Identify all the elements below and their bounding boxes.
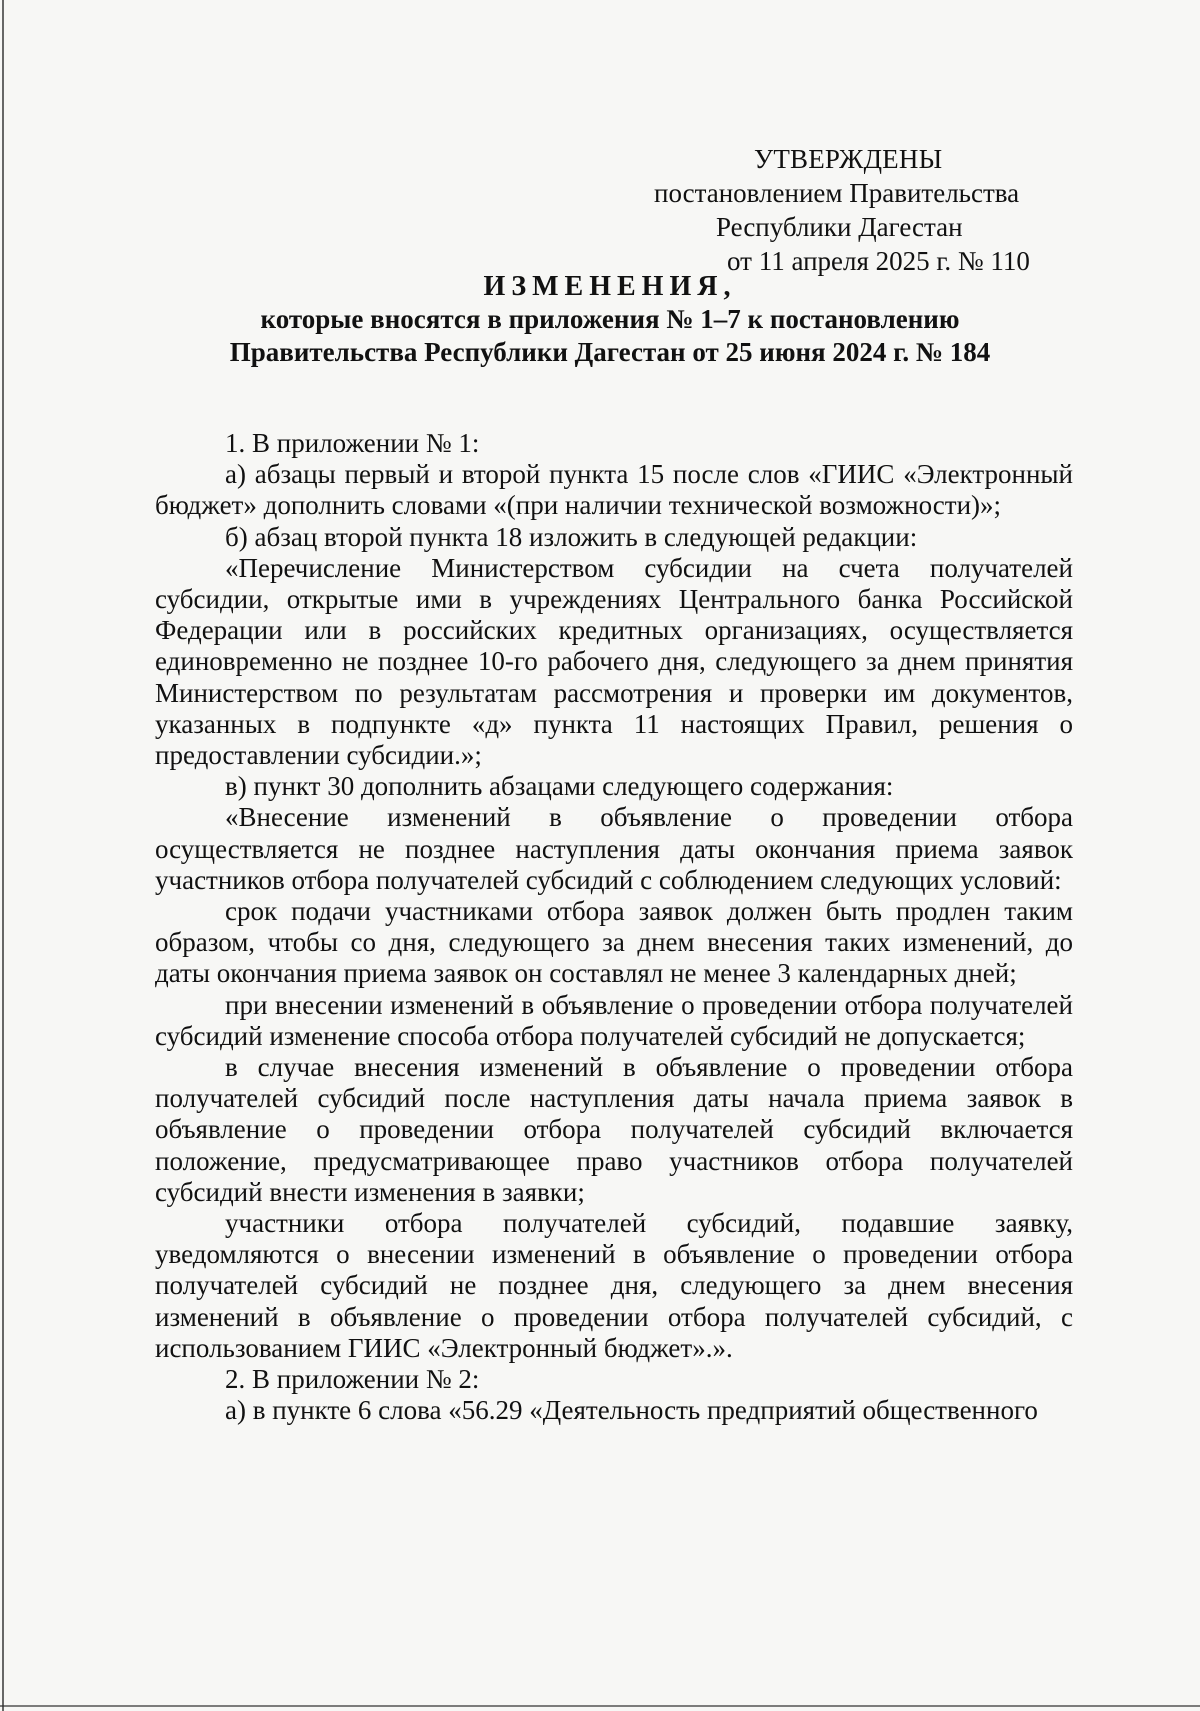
heading-subtitle-line1: которые вносятся в приложения № 1–7 к постановлению — [260, 304, 960, 334]
paragraph: а) в пункте 6 слова «56.29 «Деятельность предприятий общественного — [225, 1395, 1038, 1426]
paragraph: б) абзац второй пункта 18 изложить в следующей редакции: — [225, 521, 918, 552]
heading-subtitle-line2: Правительства Республики Дагестан от 25 июня 2024 г. № 184 — [229, 337, 991, 367]
approval-line-republic: Республики Дагестан — [716, 212, 963, 242]
paragraph: срок подачи участниками отбора заявок должен быть продлен таким образом, чтобы со дня, следующего за днем внесения таких изменений, до даты окончания приема заявок он составлял не менее 3 календарных дней; — [155, 896, 1073, 989]
document-body — [155, 428, 1073, 1427]
heading-title: ИЗМЕНЕНИЯ, — [483, 271, 737, 302]
document-heading — [150, 270, 1070, 369]
scan-edge-left — [2, 0, 4, 1711]
paragraph: «Перечисление Министерством субсидии на счета получателей субсидии, открытые ими в учреждениях Центрального банка Российской Федерации или в российских кредитных организациях, осуществляется единовременно не позднее 10-го рабочего дня, следующего за днем принятия Министерством по результатам рассмотрения и проверки им документов, указанных в подпункте «д» пункта 11 настоящих Правил, решения о предоставлении субсидии.»; — [155, 552, 1073, 771]
paragraph: 2. В приложении № 2: — [225, 1364, 480, 1395]
paragraph: в) пункт 30 дополнить абзацами следующего содержания: — [225, 771, 894, 802]
paragraph: при внесении изменений в объявление о проведении отбора получателей субсидий изменение способа отбора получателей субсидий не допускается; — [155, 989, 1073, 1051]
paragraph: а) абзацы первый и второй пункта 15 после слов «ГИИС «Электронный бюджет» дополнить словами «(при наличии технической возможности)»; — [155, 459, 1073, 521]
approval-line-date: от 11 апреля 2025 г. № 110 — [727, 246, 1030, 276]
paragraph: 1. В приложении № 1: — [225, 428, 480, 458]
scan-edge-bottom — [0, 1705, 1200, 1707]
approval-block — [654, 142, 1074, 278]
paragraph: в случае внесения изменений в объявление о проведении отбора получателей субсидий после наступления даты начала приема заявок в объявление о проведении отбора получателей субсидий включается положение, предусматривающее право участников отбора получателей субсидий внести изменения в заявки; — [155, 1052, 1073, 1207]
approval-line-resolution: постановлением Правительства — [654, 178, 1020, 208]
paragraph: участники отбора получателей субсидий, подавшие заявку, уведомляются о внесении изменений в объявление о проведении отбора получателей субсидий не позднее дня, следующего за днем внесения изменений в объявление о проведении отбора получателей субсидий, с использованием ГИИС «Электронный бюджет».». — [155, 1208, 1073, 1363]
paragraph: «Внесение изменений в объявление о проведении отбора осуществляется не позднее наступления даты окончания приема заявок участников отбора получателей субсидий с соблюдением следующих условий: — [155, 802, 1073, 895]
approval-title: УТВЕРЖДЕНЫ — [754, 144, 943, 174]
